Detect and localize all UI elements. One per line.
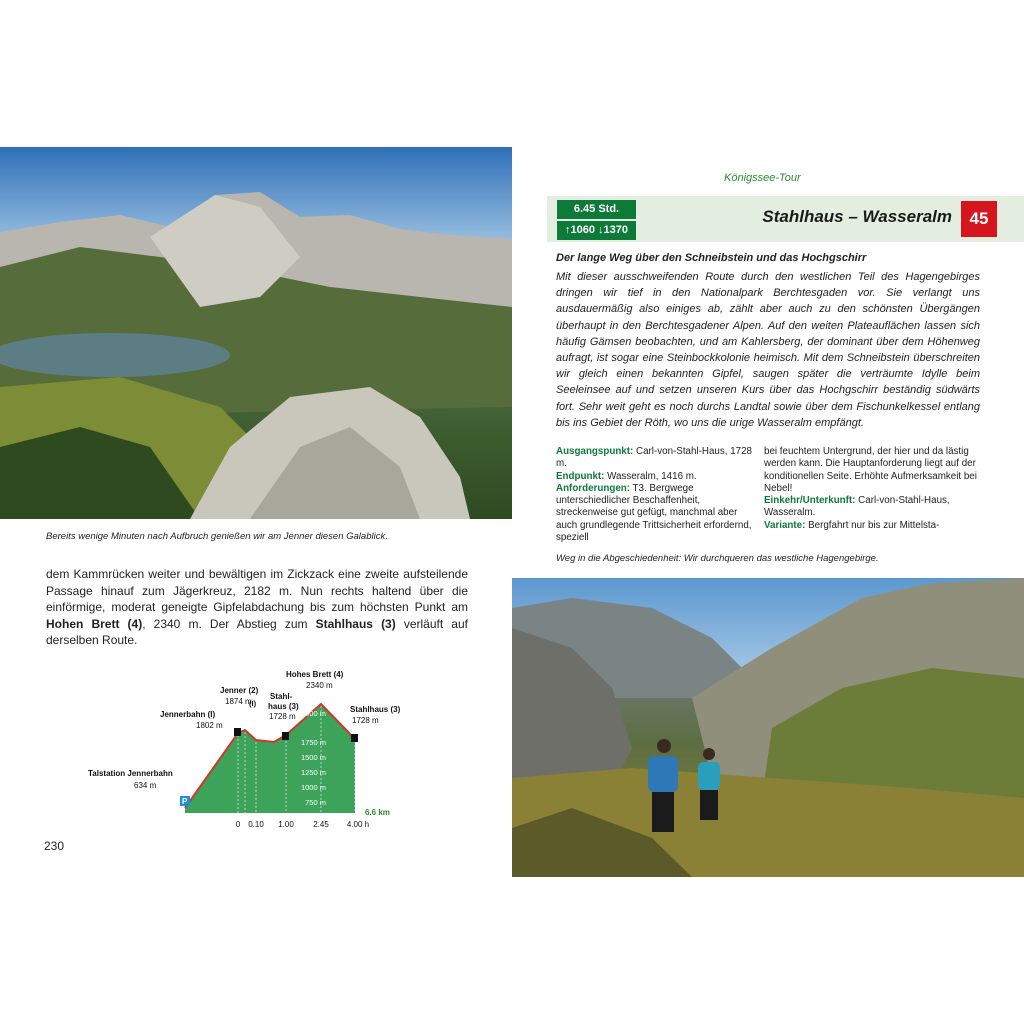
time-tick-245: 2.45 <box>313 820 329 829</box>
svg-text:1802 m: 1802 m <box>196 721 223 730</box>
svg-text:1728 m: 1728 m <box>352 716 379 725</box>
label-jenner: Jenner (2) <box>220 686 259 695</box>
svg-text:1728 m: 1728 m <box>269 712 296 721</box>
parking-icon: P <box>182 797 188 806</box>
alt-tick-1000: 1000 m <box>300 783 326 792</box>
label-talstation: Talstation Jennerbahn <box>88 769 173 778</box>
label-stahlhaus-1: Stahl- <box>270 692 293 701</box>
elevation-profile <box>80 660 440 835</box>
alt-tick-1750: 1750 m <box>300 738 326 747</box>
body-text-left: dem Kammrücken weiter und bewältigen im Zickzack eine zweite aufsteilende Passage hinauf zum Jägerkreuz, 2182 m. Nun rechts haltend über die einförmige, moderat geneigte Gipfelabdachung bis zum höchsten Punkt am Hohen Brett (4), 2340 m. Der Abstieg zum Stahlhaus (3) verläuft auf derselben Route. <box>46 567 468 647</box>
mountain-photo-jenner <box>0 147 512 519</box>
alt-tick-2000: 2000 m <box>300 709 326 718</box>
photo-caption-right: Weg in die Abgeschiedenheit: Wir durchqueren das westliche Hagengebirge. <box>556 553 879 564</box>
tour-subtitle: Der lange Weg über den Schneibstein und das Hochgschirr <box>556 252 867 264</box>
tour-title: Stahlhaus – Wasseralm <box>762 207 952 226</box>
time-tick-100: 1.00 <box>278 820 294 829</box>
distance-label: 6.6 km <box>365 808 390 817</box>
alt-tick-1500: 1500 m <box>300 753 326 762</box>
photo-caption-left: Bereits wenige Minuten nach Aufbruch genießen wir am Jenner diesen Galablick. <box>46 531 388 542</box>
svg-text:634 m: 634 m <box>134 781 157 790</box>
time-tick-400: 4.00 h <box>346 820 370 829</box>
svg-text:(I): (I) <box>249 699 257 708</box>
info-column-1: Ausgangspunkt: Carl-von-Stahl-Haus, 1728 m. Endpunkt: Wasseralm, 1416 m. Anforderungen: T3. Bergwege unterschiedlicher Beschaffenheit, streckenweise gut gefügt, manchmal aber auch grundlegende Trittsicherheit erfordernd, speziell <box>556 446 753 544</box>
svg-text:haus (3): haus (3) <box>268 702 299 711</box>
label-stahlhaus-2: Stahlhaus (3) <box>350 705 401 714</box>
alt-tick-1250: 1250 m <box>300 768 326 777</box>
page-number: 230 <box>44 839 65 853</box>
ascent-descent-badge: ↑1060 ↓1370 <box>557 221 636 240</box>
hiker-1 <box>648 739 678 832</box>
tour-number-badge: 45 <box>961 201 997 237</box>
time-tick-0: 0 <box>235 820 241 829</box>
section-label: Königssee-Tour <box>724 172 801 184</box>
hikers-photo-hagengebirge <box>512 578 1024 877</box>
label-hohes-brett: Hohes Brett (4) <box>286 670 344 679</box>
svg-text:1874 m: 1874 m <box>225 697 252 706</box>
time-tick-010: 0.10 <box>248 820 264 829</box>
tour-intro: Mit dieser ausschweifenden Route durch den westlichen Teil des Hagengebirges dringen wir tief in den Nationalpark Berchtesgaden vor. Sie verlangt uns ausdauermäßig also einiges ab, zählt aber auch zu den schönsten Übergängen überhaupt in den Berchtesgadener Alpen. Auf den weiten Plateauflächen lassen sich häufig Gämsen beobachten, und am Kahlersberg, der dominant über dem Höhenweg aufragt, ist sogar eine Steinbockkolonie heimisch. Mit dem Schneibstein überschreiten wir gleich einen bekannten Gipfel, saugen später die verträumte Idylle beim Seeleinsee auf und setzen unseren Kurs über das Hochgschirr beständig südwärts fort. Sehr weit geht es noch durchs Landtal sowie über dem Fischunkelkessel entlang bis ins Gebiet der Röth, wo uns die urige Wasseralm empfängt. <box>556 271 980 429</box>
svg-text:2340 m: 2340 m <box>306 681 333 690</box>
alt-tick-750: 750 m <box>305 798 326 807</box>
time-badge: 6.45 Std. <box>557 200 636 219</box>
info-column-2: bei feuchtem Untergrund, der hier und da lästig werden kann. Die Hauptanforderung liegt auf der konditionellen Seite. Erhöhte Aufmerksamkeit bei Nebel! Einkehr/Unterkunft: Carl-von-Stahl-Haus, Wasseralm. Variante: Bergfahrt nur bis zur Mittelsta- <box>764 446 977 531</box>
label-jennerbahn: Jennerbahn (I) <box>160 710 216 719</box>
